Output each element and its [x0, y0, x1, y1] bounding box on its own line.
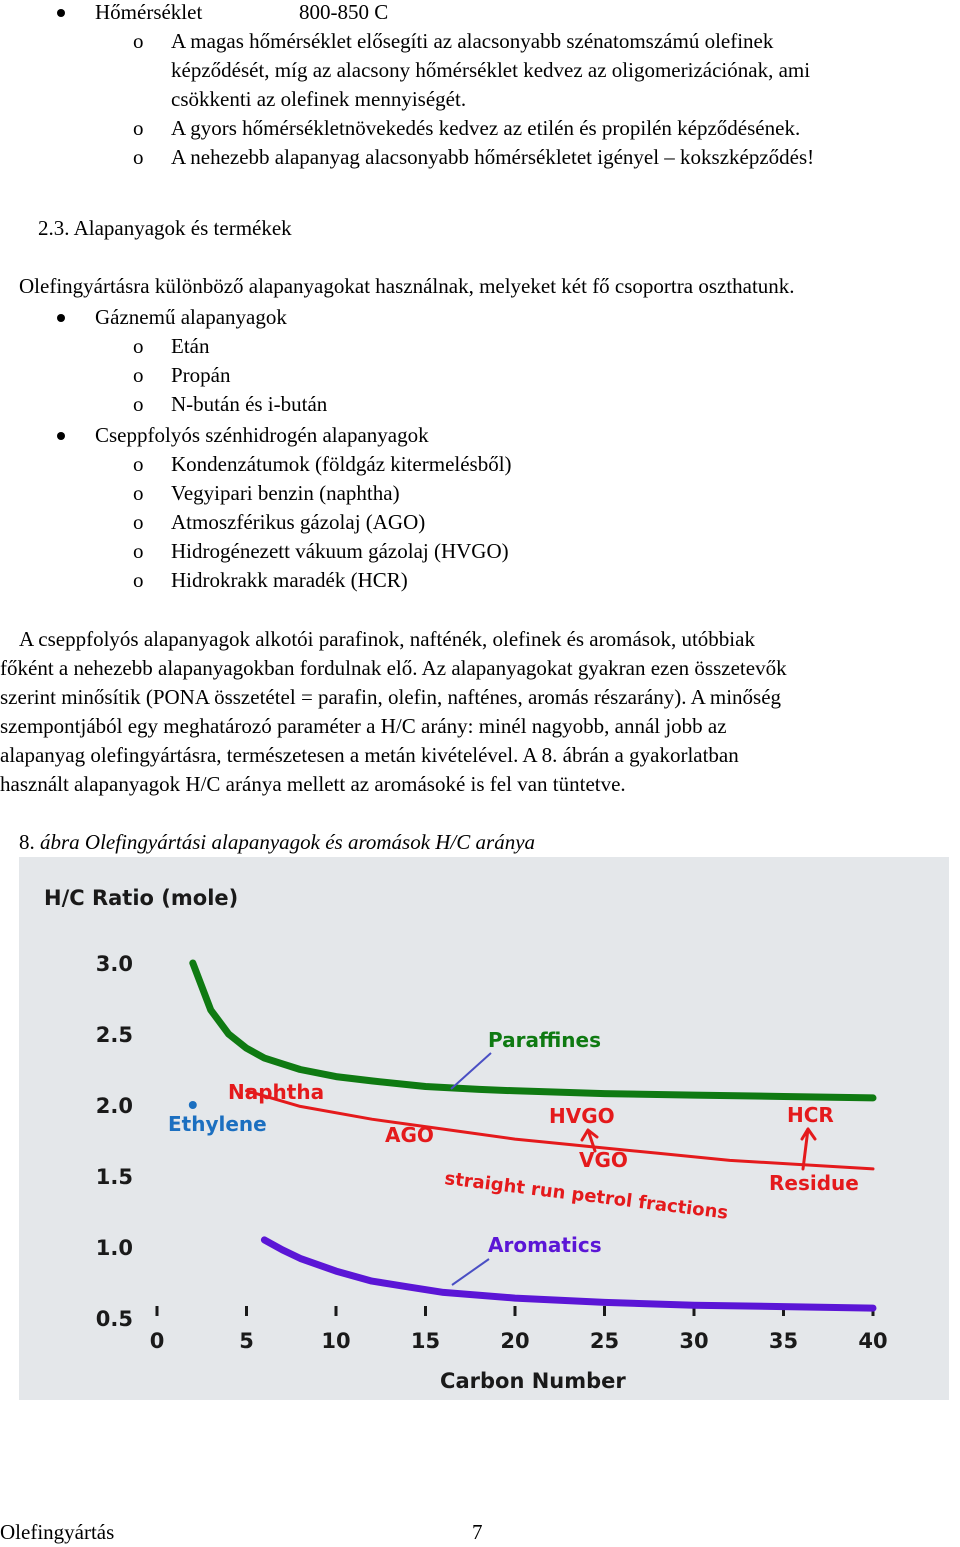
- sub-marker: o: [133, 510, 144, 534]
- annotation-residue: Residue: [769, 1171, 859, 1195]
- footer-page-number: 7: [472, 1520, 483, 1544]
- x-tick-label: 0: [149, 1329, 165, 1353]
- chart-svg: [19, 857, 949, 1400]
- liquid-item: Hidrogénezett vákuum gázolaj (HVGO): [171, 539, 509, 563]
- pointer-aromatics: [452, 1259, 489, 1285]
- x-tick-label: 35: [768, 1329, 799, 1353]
- sub-marker: o: [133, 363, 144, 387]
- pointer-paraffines: [451, 1053, 491, 1089]
- bullet-dot: [57, 9, 65, 17]
- series-label-aromatics: Aromatics: [488, 1233, 602, 1257]
- x-tick-label: 25: [589, 1329, 620, 1353]
- annotation-hcr: HCR: [787, 1103, 834, 1127]
- sub-marker: o: [133, 392, 144, 416]
- annotation-ago: AGO: [385, 1123, 434, 1147]
- temp-sub2: A gyors hőmérsékletnövekedés kedvez az etilén és propilén képződésének.: [171, 116, 801, 140]
- caption-number: 8.: [19, 830, 35, 854]
- liquid-item: Kondenzátumok (földgáz kitermelésből): [171, 452, 512, 476]
- point-ethylene: [189, 1101, 197, 1109]
- sub-marker: o: [133, 481, 144, 505]
- series-label-naphtha: Naphtha: [228, 1080, 325, 1104]
- chart-title: H/C Ratio (mole): [44, 886, 239, 910]
- y-tick-label: 2.0: [95, 1094, 133, 1118]
- y-tick-label: 1.5: [95, 1165, 133, 1189]
- series-label-paraffines: Paraffines: [488, 1028, 601, 1052]
- figure-caption: [19, 830, 535, 855]
- paragraph-line: szempontjából egy meghatározó paraméter a H/C arány: minél nagyobb, annál jobb az: [0, 714, 727, 738]
- series-line-naphtha: [247, 1091, 874, 1169]
- paragraph-line: használt alapanyagok H/C aránya mellett az aromásoké is fel van tüntetve.: [0, 772, 626, 796]
- temp-label: Hőmérséklet: [95, 0, 203, 24]
- x-tick-label: 5: [239, 1329, 254, 1353]
- x-tick-label: 10: [321, 1329, 351, 1353]
- annotation-vgo: VGO: [579, 1148, 628, 1172]
- point-label-ethylene: Ethylene: [168, 1112, 267, 1136]
- bullet-dot: [57, 432, 65, 440]
- gas-item: N-bután és i-bután: [171, 392, 328, 416]
- liquid-item: Vegyipari benzin (naphtha): [171, 481, 400, 505]
- sub-marker: o: [133, 452, 144, 476]
- liquid-item: Hidrokrakk maradék (HCR): [171, 568, 408, 592]
- hc-ratio-chart: [19, 857, 949, 1400]
- x-tick-label: 15: [410, 1329, 441, 1353]
- paragraph-line: A cseppfolyós alapanyagok alkotói parafinok, nafténék, olefinek és aromások, utóbbiak: [19, 627, 755, 651]
- sub-marker: o: [133, 145, 144, 169]
- caption-text: ábra Olefingyártási alapanyagok és aromások H/C aránya: [40, 830, 536, 854]
- annotation-hvgo: HVGO: [549, 1104, 615, 1128]
- paragraph-line: szerint minősítik (PONA összetétel = parafin, olefin, nafténes, aromás részarány). A minőség: [0, 685, 782, 709]
- temp-sub1-line2: képződését, míg az alacsony hőmérséklet kedvez az oligomerizációnak, ami: [171, 58, 811, 82]
- x-tick-label: 30: [679, 1329, 709, 1353]
- gas-item: Propán: [171, 363, 231, 387]
- sub-marker: o: [133, 29, 144, 53]
- paragraph-line: főként a nehezebb alapanyagokban fordulnak elő. Az alapanyagokat gyakran ezen összetevők: [0, 656, 787, 680]
- bullet-dot: [57, 314, 65, 322]
- x-tick-label: 40: [858, 1329, 888, 1353]
- y-tick-label: 1.0: [95, 1236, 133, 1260]
- temp-value: 800-850 C: [299, 0, 389, 24]
- temp-sub3: A nehezebb alapanyag alacsonyabb hőmérsékletet igényel – kokszképződés!: [171, 145, 815, 169]
- paragraph-line: alapanyag olefingyártásra, természetesen a metán kivételével. A 8. ábrán a gyakorlatban: [0, 743, 739, 767]
- gas-item: Etán: [171, 334, 210, 358]
- footer-title: Olefingyártás: [0, 1520, 115, 1544]
- temp-sub1-line3: csökkenti az olefinek mennyiségét.: [171, 87, 467, 111]
- temp-sub1-line1: A magas hőmérséklet elősegíti az alacsonyabb szénatomszámú olefinek: [171, 29, 774, 53]
- annotation-straight-run: straight run petrol fractions: [443, 1168, 730, 1224]
- section-heading: 2.3. Alapanyagok és termékek: [38, 216, 292, 240]
- x-tick-label: 20: [500, 1329, 530, 1353]
- sub-marker: o: [133, 539, 144, 563]
- sub-marker: o: [133, 568, 144, 592]
- sub-marker: o: [133, 116, 144, 140]
- sub-marker: o: [133, 334, 144, 358]
- group-gas-title: Gáznemű alapanyagok: [95, 305, 287, 329]
- intro-text: Olefingyártásra különböző alapanyagokat használnak, melyeket két fő csoportra oszthatunk.: [19, 274, 795, 298]
- y-tick-label: 2.5: [95, 1023, 133, 1047]
- arrow-hcr-residue: [802, 1129, 815, 1169]
- group-liquid-title: Cseppfolyós szénhidrogén alapanyagok: [95, 423, 429, 447]
- y-tick-label: 3.0: [95, 952, 133, 976]
- liquid-item: Atmoszférikus gázolaj (AGO): [171, 510, 426, 534]
- y-tick-label: 0.5: [95, 1307, 133, 1331]
- x-axis-label: Carbon Number: [440, 1369, 626, 1393]
